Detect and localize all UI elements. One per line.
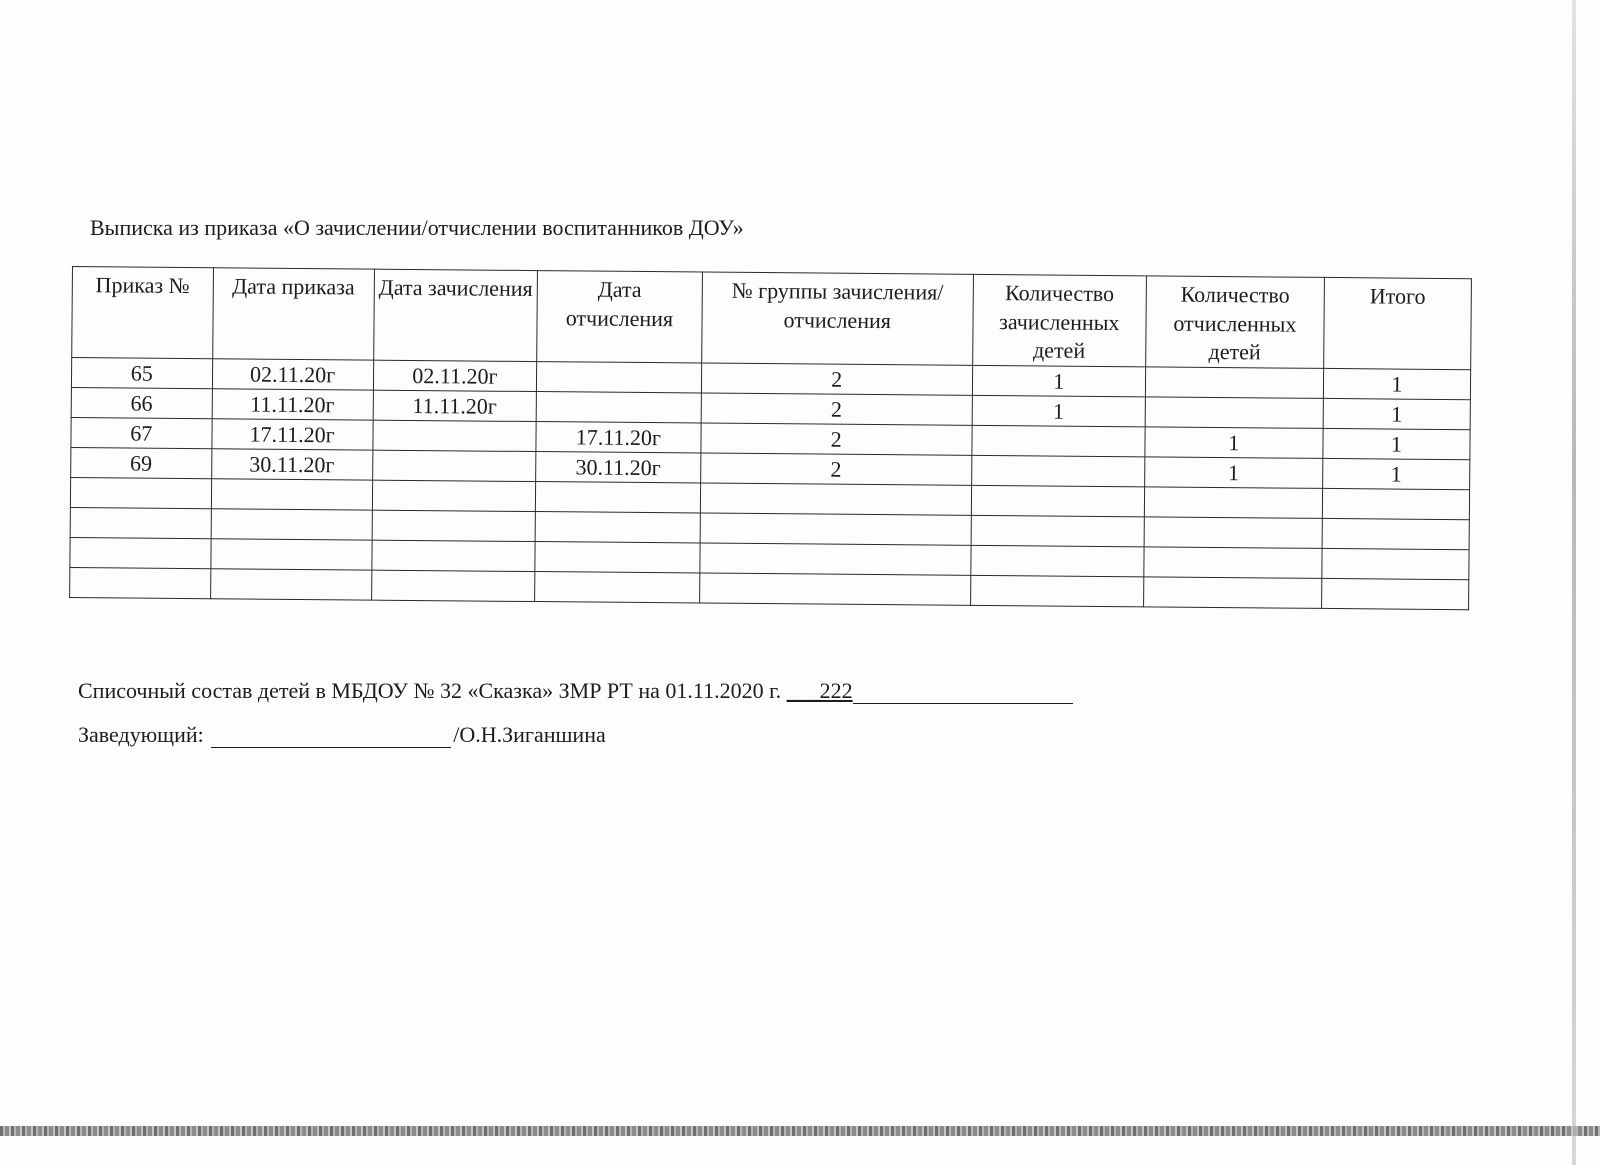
cell-enrollment-date: 02.11.20г <box>373 360 537 391</box>
cell-group-number: 2 <box>701 423 972 455</box>
cell-empty <box>1321 578 1468 609</box>
signature-line <box>78 722 606 748</box>
cell-empty <box>700 483 971 515</box>
cell-expelled-count <box>1145 367 1323 399</box>
cell-empty <box>535 542 700 573</box>
header-enrolled-count: Количество зачисленных детей <box>972 274 1146 367</box>
cell-order-date: 30.11.20г <box>211 449 372 480</box>
cell-empty <box>70 537 211 568</box>
cell-enrolled-count <box>972 425 1145 457</box>
cell-empty <box>971 515 1144 547</box>
header-order-number: Приказ № <box>72 267 213 359</box>
cell-empty <box>210 569 371 600</box>
header-expelled-count: Количество отчисленных детей <box>1146 276 1325 369</box>
cell-order-number: 65 <box>71 358 212 389</box>
cell-expulsion-date <box>537 362 702 393</box>
cell-order-date: 17.11.20г <box>211 419 372 450</box>
cell-empty <box>700 543 971 575</box>
cell-expulsion-date: 30.11.20г <box>536 452 701 483</box>
cell-empty <box>1143 577 1321 609</box>
signature-blank <box>211 727 451 748</box>
cell-total: 1 <box>1323 428 1470 459</box>
cell-empty <box>1144 517 1322 549</box>
header-total: Итого <box>1323 277 1471 369</box>
enrollment-table <box>69 266 1472 610</box>
cell-total: 1 <box>1323 398 1470 429</box>
cell-empty <box>211 479 372 510</box>
header-enrollment-date: Дата зачисления <box>373 269 537 361</box>
cell-empty <box>535 572 700 603</box>
cell-enrollment-date <box>372 450 536 481</box>
cell-empty <box>70 507 211 538</box>
scan-right-edge <box>1572 0 1576 1165</box>
cell-expelled-count <box>1145 397 1323 429</box>
cell-order-date: 02.11.20г <box>212 359 373 390</box>
cell-empty <box>1322 548 1469 579</box>
cell-empty <box>1144 547 1322 579</box>
cell-order-number: 67 <box>71 417 212 448</box>
manager-label: Заведующий: <box>78 722 204 747</box>
roster-label: Списочный состав детей в МБДОУ № 32 «Сказка» ЗМР РТ на 01.11.2020 г. <box>78 678 787 703</box>
cell-empty <box>1322 488 1469 519</box>
cell-empty <box>971 545 1144 577</box>
cell-order-date: 11.11.20г <box>212 389 373 420</box>
cell-empty <box>700 513 971 545</box>
scan-edge-artifact <box>0 1126 1600 1136</box>
cell-empty <box>372 540 536 571</box>
cell-empty <box>372 480 536 511</box>
cell-group-number: 2 <box>701 393 972 425</box>
cell-enrolled-count: 1 <box>972 365 1145 397</box>
cell-empty <box>535 512 700 543</box>
cell-empty <box>70 567 211 598</box>
cell-empty <box>699 573 970 605</box>
cell-empty <box>371 570 535 601</box>
cell-empty <box>70 477 211 508</box>
manager-name: /О.Н.Зиганшина <box>453 722 606 747</box>
roster-line <box>78 678 1073 704</box>
header-expulsion-date: Дата отчисления <box>537 271 702 363</box>
cell-empty <box>535 482 700 513</box>
cell-total: 1 <box>1323 368 1470 399</box>
header-order-date: Дата приказа <box>212 268 374 360</box>
cell-total: 1 <box>1322 458 1469 489</box>
document-title: Выписка из приказа «О зачислении/отчислении воспитанников ДОУ» <box>90 215 744 240</box>
cell-enrollment-date <box>373 420 537 451</box>
cell-empty <box>971 485 1144 517</box>
cell-group-number: 2 <box>700 453 971 485</box>
cell-expulsion-date: 17.11.20г <box>536 422 701 453</box>
cell-empty <box>372 510 536 541</box>
cell-expelled-count: 1 <box>1145 427 1323 459</box>
cell-empty <box>970 575 1143 607</box>
cell-group-number: 2 <box>701 363 972 395</box>
cell-expelled-count: 1 <box>1145 457 1323 489</box>
roster-blank-line <box>853 683 1073 704</box>
cell-empty <box>1144 487 1322 519</box>
cell-empty <box>211 509 372 540</box>
cell-order-number: 69 <box>71 447 212 478</box>
cell-enrolled-count: 1 <box>972 395 1145 427</box>
cell-empty <box>210 539 371 570</box>
cell-enrolled-count <box>971 455 1144 487</box>
roster-value: ___222 <box>786 678 853 703</box>
cell-order-number: 66 <box>71 387 212 418</box>
cell-expulsion-date <box>536 392 701 423</box>
cell-empty <box>1322 518 1469 549</box>
header-group-number: № группы зачисления/отчисления <box>701 272 973 365</box>
table-header-row <box>72 267 1472 370</box>
cell-enrollment-date: 11.11.20г <box>373 390 537 421</box>
